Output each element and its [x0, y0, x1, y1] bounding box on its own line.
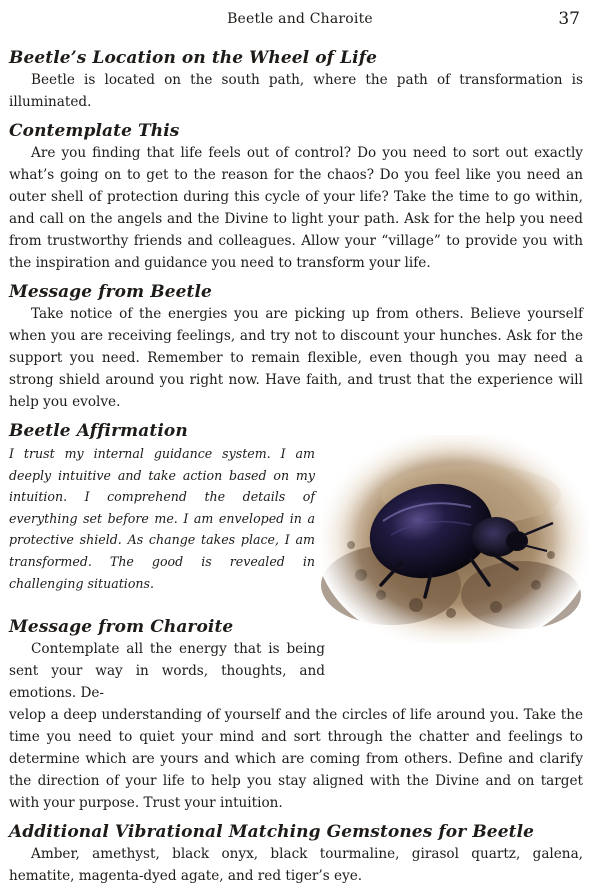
- affirmation-block: [9, 443, 583, 613]
- paragraph-charoite-part2: velop a deep understanding of yourself and the circles of life around you. Take the time you need to quiet your mind and sort through the chatter and feelings to determine which are yours and which are coming from others. Define and clarify the direction of your life to help you stay aligned with the Divine and on target with your purpose. Trust your intuition.: [9, 707, 583, 811]
- paragraph-location: Beetle is located on the south path, where the path of transformation is illuminated.: [9, 72, 583, 110]
- page-content: [9, 47, 583, 894]
- paragraph-beetle-message: Take notice of the energies you are picking up from others. Believe yourself when you are receiving feelings, and try not to discount your hunches. Ask for the support you need. Remember to remain flexible, even though you may need a strong shield around you right now. Have faith, and trust that the experience will help you evolve.: [9, 306, 583, 410]
- section-affirmation: [9, 420, 583, 613]
- heading-charoite-message: Message from Charoite: [9, 617, 234, 637]
- section-charoite-message: [9, 616, 583, 814]
- paragraph-contemplate: Are you finding that life feels out of control? Do you need to sort out exactly what’s going on to get to the reason for the chaos? Do you feel like you need an outer shell of protection during this cycle of your life? Take the time to go within, and call on the angels and the Divine to light your path. Ask for the help you need from trustworthy friends and colleagues. Allow your “village” to provide you with the inspiration and guidance you need to transform your life.: [9, 145, 583, 271]
- section-beetle-message: [9, 281, 583, 413]
- paragraph-gemstones: Amber, amethyst, black onyx, black tourmaline, girasol quartz, galena, hematite, magenta-dyed agate, and red tiger’s eye.: [9, 846, 583, 884]
- heading-affirmation: Beetle Affirmation: [9, 421, 188, 441]
- section-contemplate: [9, 120, 583, 274]
- heading-location: Beetle’s Location on the Wheel of Life: [9, 48, 378, 68]
- page-number: 37: [558, 9, 580, 29]
- section-gemstones: [9, 821, 583, 887]
- heading-contemplate: Contemplate This: [9, 121, 180, 141]
- beetle-photo: [321, 435, 589, 643]
- section-location: [9, 47, 583, 113]
- heading-gemstones: Additional Vibrational Matching Gemstones for Beetle: [9, 822, 535, 842]
- heading-beetle-message: Message from Beetle: [9, 282, 212, 302]
- paragraph-affirmation: I trust my internal guidance system. I am deeply intuitive and take action based on my intuition. I comprehend the details of everything set before me. I am enveloped in a protective shield. As change takes place, I am transformed. The good is revealed in challenging situations.: [9, 446, 315, 591]
- paragraph-charoite-part1: Contemplate all the energy that is being sent your way in words, thoughts, and emotions. De-: [9, 641, 325, 701]
- running-title: Beetle and Charoite: [227, 11, 373, 27]
